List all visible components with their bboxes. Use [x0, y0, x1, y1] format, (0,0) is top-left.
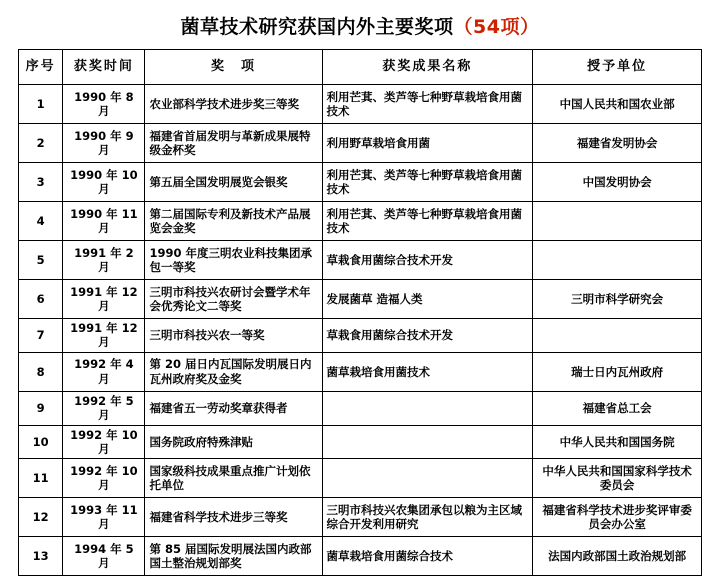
cell-award: 1990 年度三明农业科技集团承包一等奖: [145, 241, 322, 280]
cell-result: [322, 391, 533, 425]
cell-org: 法国内政部国土政治规划部: [533, 537, 702, 576]
cell-date: 1990 年 11 月: [63, 202, 145, 241]
cell-no: 6: [19, 280, 63, 319]
cell-no: 2: [19, 124, 63, 163]
cell-org: [533, 319, 702, 353]
cell-date: 1993 年 11 月: [63, 498, 145, 537]
table-row: [19, 498, 702, 537]
cell-date: 1992 年 10 月: [63, 425, 145, 459]
table-row: [19, 391, 702, 425]
cell-award: 国务院政府特殊津贴: [145, 425, 322, 459]
cell-award: 第五届全国发明展览会银奖: [145, 163, 322, 202]
cell-date: 1992 年 4 月: [63, 352, 145, 391]
table-row: [19, 425, 702, 459]
table-row: [19, 319, 702, 353]
cell-org: 中华人民共和国国务院: [533, 425, 702, 459]
cell-result: 利用芒萁、类芦等七种野草栽培食用菌技术: [322, 85, 533, 124]
column-header-no: 序号: [19, 50, 63, 85]
cell-no: 7: [19, 319, 63, 353]
page-title: [18, 12, 702, 39]
cell-date: 1991 年 12 月: [63, 280, 145, 319]
cell-result: [322, 425, 533, 459]
cell-date: 1990 年 8 月: [63, 85, 145, 124]
table-row: [19, 459, 702, 498]
cell-award: 第二届国际专利及新技术产品展览会金奖: [145, 202, 322, 241]
cell-no: 3: [19, 163, 63, 202]
table-row: [19, 163, 702, 202]
cell-org: [533, 241, 702, 280]
cell-date: 1991 年 12 月: [63, 319, 145, 353]
cell-result: 草栽食用菌综合技术开发: [322, 241, 533, 280]
cell-date: 1990 年 9 月: [63, 124, 145, 163]
cell-result: 菌草栽培食用菌综合技术: [322, 537, 533, 576]
cell-org: 瑞士日内瓦州政府: [533, 352, 702, 391]
cell-no: 8: [19, 352, 63, 391]
table-row: [19, 241, 702, 280]
cell-award: 第 20 届日内瓦国际发明展日内瓦州政府奖及金奖: [145, 352, 322, 391]
table-header-row: [19, 50, 702, 85]
cell-no: 4: [19, 202, 63, 241]
cell-org: [533, 202, 702, 241]
table-row: [19, 85, 702, 124]
cell-award: 国家级科技成果重点推广计划依托单位: [145, 459, 322, 498]
column-header-award: 奖 项: [145, 50, 322, 85]
cell-award: 福建省首届发明与革新成果展特级金杯奖: [145, 124, 322, 163]
cell-award: 三明市科技兴农研讨会暨学术年会优秀论文二等奖: [145, 280, 322, 319]
cell-result: 利用芒萁、类芦等七种野草栽培食用菌技术: [322, 163, 533, 202]
awards-table: [18, 49, 702, 576]
cell-org: 中国人民共和国农业部: [533, 85, 702, 124]
cell-date: 1992 年 5 月: [63, 391, 145, 425]
table-row: [19, 124, 702, 163]
table-row: [19, 537, 702, 576]
cell-org: 三明市科学研究会: [533, 280, 702, 319]
cell-no: 12: [19, 498, 63, 537]
cell-date: 1991 年 2 月: [63, 241, 145, 280]
cell-date: 1994 年 5 月: [63, 537, 145, 576]
cell-award: 福建省科学技术进步三等奖: [145, 498, 322, 537]
cell-award: 福建省五一劳动奖章获得者: [145, 391, 322, 425]
cell-result: 菌草栽培食用菌技术: [322, 352, 533, 391]
cell-result: 利用芒萁、类芦等七种野草栽培食用菌技术: [322, 202, 533, 241]
cell-org: 中国发明协会: [533, 163, 702, 202]
cell-no: 5: [19, 241, 63, 280]
cell-result: 发展菌草 造福人类: [322, 280, 533, 319]
cell-award: 第 85 届国际发明展法国内政部国土整治规划部奖: [145, 537, 322, 576]
page-title-count: （54项）: [453, 16, 540, 38]
table-row: [19, 352, 702, 391]
column-header-result: 获奖成果名称: [322, 50, 533, 85]
cell-no: 10: [19, 425, 63, 459]
cell-result: 三明市科技兴农集团承包以粮为主区域综合开发利用研究: [322, 498, 533, 537]
cell-result: [322, 459, 533, 498]
cell-award: 三明市科技兴农一等奖: [145, 319, 322, 353]
page-title-main: 菌草技术研究获国内外主要奖项: [180, 16, 454, 38]
cell-org: 福建省发明协会: [533, 124, 702, 163]
cell-org: 中华人民共和国国家科学技术委员会: [533, 459, 702, 498]
cell-org: 福建省科学技术进步奖评审委员会办公室: [533, 498, 702, 537]
cell-org: 福建省总工会: [533, 391, 702, 425]
cell-no: 9: [19, 391, 63, 425]
column-header-date: 获奖时间: [63, 50, 145, 85]
cell-no: 11: [19, 459, 63, 498]
cell-award: 农业部科学技术进步奖三等奖: [145, 85, 322, 124]
column-header-org: 授予单位: [533, 50, 702, 85]
cell-date: 1992 年 10 月: [63, 459, 145, 498]
cell-result: 利用野草栽培食用菌: [322, 124, 533, 163]
table-row: [19, 202, 702, 241]
cell-no: 1: [19, 85, 63, 124]
table-row: [19, 280, 702, 319]
cell-date: 1990 年 10 月: [63, 163, 145, 202]
cell-result: 草栽食用菌综合技术开发: [322, 319, 533, 353]
cell-no: 13: [19, 537, 63, 576]
